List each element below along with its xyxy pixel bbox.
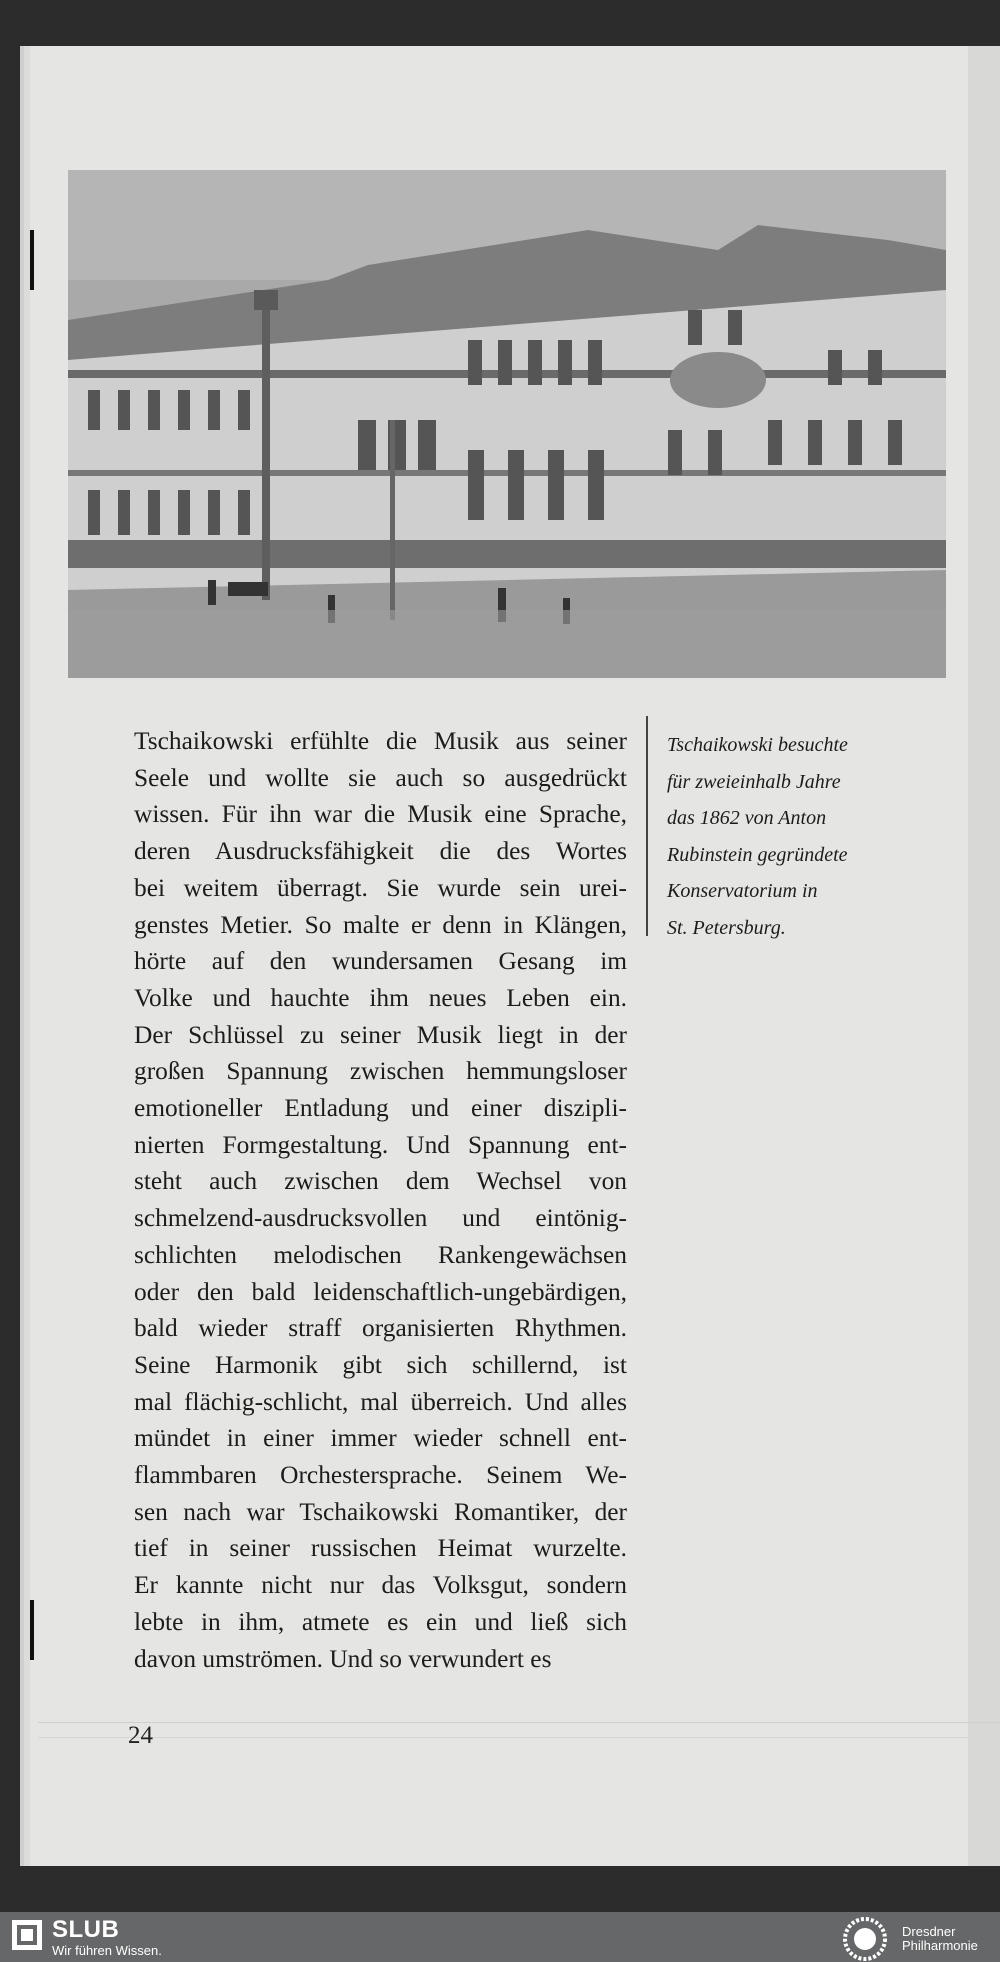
- viewer-footer-bar: [0, 1912, 1000, 1962]
- page-number: 24: [128, 1722, 153, 1749]
- caption-line: St. Petersburg.: [667, 916, 786, 939]
- body-text-line: mal flächig-schlicht, mal überreich. Und alles: [134, 1387, 627, 1416]
- body-text-line: flammbaren Orchestersprache. Seinem We-: [134, 1461, 627, 1490]
- partner-name-line1: Dresdner: [902, 1924, 956, 1939]
- body-text-line: Tschaikowski erfühlte die Musik aus seiner: [134, 727, 627, 755]
- body-text-line: schmelzend-ausdrucksvollen und eintönig-: [134, 1204, 627, 1233]
- next-page-edge: [968, 46, 1000, 1866]
- body-text-line: genstes Metier. So malte er denn in Klängen,: [134, 910, 627, 939]
- library-tagline: Wir führen Wissen.: [52, 1943, 162, 1958]
- page-edge-mark: [30, 1600, 34, 1660]
- body-text-line: steht auch zwischen dem Wechsel von: [134, 1167, 627, 1196]
- body-text-line: deren Ausdrucksfähigkeit die des Wortes: [134, 837, 627, 866]
- body-text-line: Volke und hauchte ihm neues Leben ein.: [134, 983, 627, 1012]
- body-text-line: schlichten melodischen Rankengewächsen: [134, 1240, 627, 1269]
- partner-name-line2: Philharmonie: [902, 1938, 978, 1953]
- caption-line: für zweieinhalb Jahre: [667, 770, 841, 793]
- body-text-line: sen nach war Tschaikowski Romantiker, der: [134, 1497, 627, 1526]
- library-name[interactable]: SLUB: [52, 1916, 120, 1943]
- body-text-line: wissen. Für ihn war die Musik eine Sprache,: [134, 800, 627, 829]
- body-text-line: hörte auf den wundersamen Gesang im: [134, 947, 627, 976]
- body-text-line: bei weitem überragt. Sie wurde sein urei-: [134, 873, 627, 902]
- conservatory-photograph: [68, 170, 946, 678]
- caption-line: Konservatorium in: [667, 880, 818, 903]
- body-text-line: oder den bald leidenschaftlich-ungebärdigen,: [134, 1277, 627, 1306]
- body-text-line: Er kannte nicht nur das Volksgut, sondern: [134, 1571, 627, 1600]
- caption-line: das 1862 von Anton: [667, 807, 827, 830]
- slub-square-logo-icon: [12, 1920, 42, 1950]
- page-edge-mark: [30, 230, 34, 290]
- body-text: [134, 723, 627, 1677]
- body-text-line: davon umströmen. Und so verwundert es: [134, 1644, 552, 1673]
- body-text-line: Seele und wollte sie auch so ausgedrückt: [134, 763, 627, 792]
- body-text-line: Seine Harmonik gibt sich schillernd, ist: [134, 1350, 627, 1379]
- photo-caption: [667, 727, 897, 947]
- footer-rule: [38, 1722, 1000, 1738]
- caption-line: Tschaikowski besuchte: [667, 734, 848, 756]
- caption-line: Rubinstein gegründete: [667, 843, 848, 866]
- body-text-line: lebte in ihm, atmete es ein und ließ sich: [134, 1607, 627, 1636]
- body-text-line: großen Spannung zwischen hemmungsloser: [134, 1057, 627, 1086]
- partner-name[interactable]: [902, 1925, 978, 1953]
- body-text-line: bald wieder straff organisierten Rhythmen.: [134, 1314, 627, 1343]
- caption-divider: [646, 716, 648, 936]
- dresdner-philharmonie-sunburst-icon: [842, 1916, 888, 1962]
- body-text-line: mündet in einer immer wieder schnell ent-: [134, 1424, 627, 1453]
- body-text-line: Der Schlüssel zu seiner Musik liegt in der: [134, 1020, 627, 1049]
- body-text-line: nierten Formgestaltung. Und Spannung ent-: [134, 1130, 627, 1159]
- conservatory-building-image: [68, 170, 946, 678]
- body-text-line: tief in seiner russischen Heimat wurzelte.: [134, 1534, 627, 1563]
- body-text-line: emotioneller Entladung und einer diszipli-: [134, 1094, 627, 1123]
